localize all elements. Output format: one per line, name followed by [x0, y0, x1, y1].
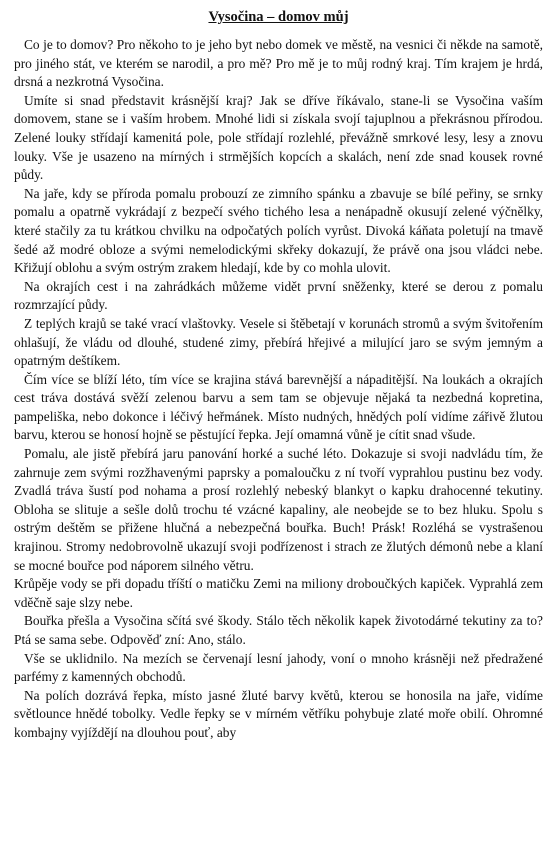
paragraph-calm: Vše se uklidnilo. Na mezích se červenají lesní jahody, voní o mnoho krásněji než předražené parfémy z kamenných obchodů.: [14, 650, 543, 685]
paragraph-swallows: Z teplých krajů se také vrací vlaštovky. Vesele si štěbetají v korunách stromů a svým švitořením ohlašují, že vládu od dlouhé, studené zimy, přebírá hřejivé a milující jaro se svým jemným a opatrným deštíkem.: [14, 315, 543, 369]
paragraph-early-summer: Čím více se blíží léto, tím více se krajina stává barevnější a nápaditější. Na loukách a okrajích cest tráva dostává svěží zelenou barvu a sem tam se objevuje nějaká ta nezbedná kopretina, pampeliška, nebo dokonce i léčivý heřmánek. Místo nudných, hnědých polí vidíme zářivě žlutou barvu, kterou se honosí hojně se pěstující řepka. Její omamná vůně je cítit snad všude.: [14, 371, 543, 443]
paragraph-snowdrops: Na okrajích cest i na zahrádkách můžeme vidět první sněženky, které se derou z pomalu rozmrzající půdy.: [14, 278, 543, 313]
paragraph-raindrops: Krůpěje vody se při dopadu tříští o matičku Zemi na miliony droboučkých kapiček. Vyprahlá zem vděčně saje slzy nebe.: [14, 576, 543, 610]
paragraph-summer-storm: Pomalu, ale jistě přebírá jaru panování horké a suché léto. Dokazuje si svoji nadvládu tím, že zahrnuje zem svými rozžhavenými paprsky a pomaloučku z ní tvoří vyprahlou pustinu bez vody. Zvadlá tráva šustí pod nohama a prosí rozlehlý nebeský blankyt o kapku drahocenné tekutiny. Obloha se slituje a sešle dolů trochu té vzácné kapaliny, ale neobejde se to bez hluku. Spolu s ostrým deštěm se přižene hlučná a nebezpečná bouřka. Buch! Prásk! Rozléhá se vystrašenou krajinou. Stromy nedobrovolně ukazují svoji podřízenost i strach ze žlutých démonů nebe a klaní se mocné bouřce pod náporem silného větru.: [14, 446, 543, 573]
paragraph-spring: Na jaře, kdy se příroda pomalu probouzí ze zimního spánku a zbavuje se bílé peřiny, se srnky pomalu a opatrně vykrádají z bezpečí svého tichého lesa a nenápadně okusují zelené výčnělky, které stačily za tu krátkou chvilku na odpočatých polích vyrůst. Divoká káňata poletují na tmavě šedé až modré obloze a svými nemelodickými skřeky dokazují, že právě ona jsou vládci nebe. Křižují oblohu a svým ostrým zrakem hledají, kde by co mohla ulovit.: [14, 185, 543, 276]
document-page: [14, 8, 543, 743]
paragraph-landscape: Umíte si snad představit krásnější kraj? Jak se dříve říkávalo, stane-li se Vysočina vaším domovem, stane se i vaším hrobem. Mnohé lidi si získala svojí tajuplnou a překrásnou přírodou. Zelené louky střídají kamenitá pole, pole střídají rozlehlé, převážně smrkové lesy, lesy a znovu louky. Vše je usazeno na mírných i strmějších kopcích a skalách, není zde snad kousek rovné půdy.: [14, 92, 543, 183]
paragraph-harvest: Na polích dozrává řepka, místo jasné žluté barvy květů, kterou se honosila na jaře, vidíme světlounce hnědé tobolky. Vedle řepky se v mírném větříku pohybuje zlaté moře obilí. Ohromné kombajny vyjíždějí na dlouhou pouť, aby: [14, 687, 543, 740]
paragraph-intro: Co je to domov? Pro někoho to je jeho byt nebo domek ve městě, na vesnici či někde na samotě, pro jiného stát, ve kterém se narodil, a pro mě? Pro mě je to můj rodný kraj. Tím krajem je hrdá, drsná a nezkrotná Vysočina.: [14, 37, 543, 90]
paragraph-after-storm: Bouřka přešla a Vysočina sčítá své škody. Stálo těch několik kapek životodárné tekutiny za to? Ptá se sama sebe. Odpověď zní: Ano, stálo.: [14, 613, 543, 647]
document-title: Vysočina – domov můj: [208, 9, 349, 25]
